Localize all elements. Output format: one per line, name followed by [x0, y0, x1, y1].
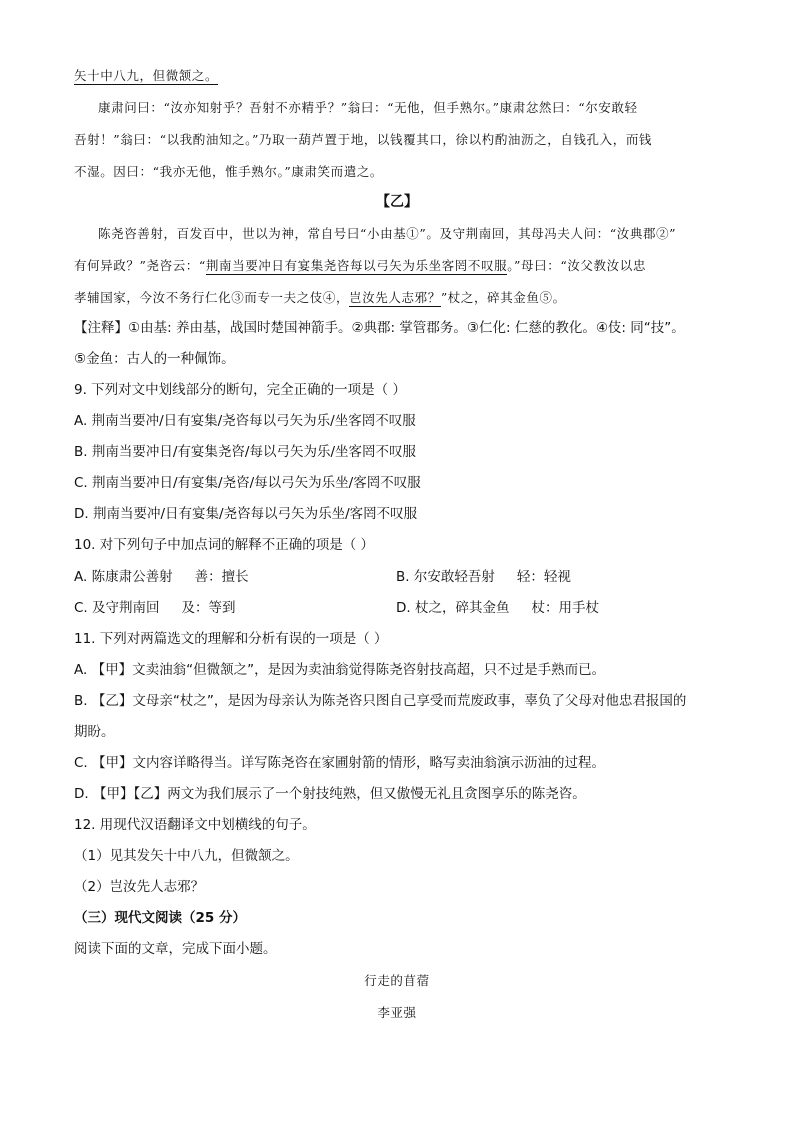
jia-line-1 [74, 66, 218, 86]
q10-d-text: D. 杖之，碎其金鱼 [396, 600, 510, 616]
q10-c-text: C. 及守荆南回 [74, 600, 160, 616]
q11-option-d: D. 【甲】【乙】两文为我们展示了一个射技纯熟，但又傲慢无礼且贪图享乐的陈尧咨。 [74, 786, 586, 802]
q9-stem: 9. 下列对文中划线部分的断句，完全正确的一项是（ ） [74, 382, 406, 398]
q11-option-c: C. 【甲】文内容详略得当。详写陈尧咨在家圃射箭的情形，略写卖油翁演示沥油的过程。 [74, 755, 606, 771]
article-author: 李亚强 [377, 1005, 417, 1020]
notes-line-1: 【注释】①由基: 养由基，战国时楚国神箭手。②典郡: 掌管郡务。③仁化: 仁慈的教化。④伎: 同“技”。 [74, 320, 685, 336]
section-3-intro: 阅读下面的文章，完成下面小题。 [74, 941, 277, 957]
q10-stem: 10. 对下列句子中加点词的解释不正确的项是（ ） [74, 537, 375, 553]
yi-line-1: 陈尧咨善射，百发百中，世以为神，常自号曰“小由基①”。及守荆南回，其母冯夫人问：“汝典郡②” [98, 226, 677, 241]
yi-line-2 [74, 256, 646, 276]
q9-option-a: A. 荆南当要冲/日有宴集/尧咨每以弓矢为乐/坐客罔不叹服 [74, 413, 416, 429]
jia-paragraph-line-1: 康肃问曰：“汝亦知射乎？吾射不亦精乎？”翁曰：“无他，但手熟尔。”康肃忿然曰：“尔安敢轻 [98, 100, 638, 115]
q11-stem: 11. 下列对两篇选文的理解和分析有误的一项是（ ） [74, 631, 388, 647]
q11-option-b-line-2: 期盼。 [74, 724, 115, 740]
q10-option-d [396, 598, 599, 618]
q10-option-c [74, 598, 236, 618]
jia-paragraph-line-2: 吾射！”翁曰：“以我酌油知之。”乃取一葫芦置于地，以钱覆其口，徐以杓酌油沥之，自钱孔入，而钱 [74, 132, 653, 147]
q10-option-b [396, 567, 571, 587]
yi-line-2-post: 。”母曰：“汝父教汝以忠 [507, 258, 646, 273]
yi-line-2-pre: 有何异政？”尧咨云：“ [74, 258, 206, 273]
jia-underlined-sentence: 矢十中八九，但微颔之。 [74, 68, 219, 83]
q12-stem: 12. 用现代汉语翻译文中划横线的句子。 [74, 817, 316, 833]
q9-option-d: D. 荆南当要冲/日有宴集/尧咨每以弓矢为乐坐/客罔不叹服 [74, 506, 418, 522]
yi-heading: 【乙】 [376, 194, 418, 210]
section-3-heading: （三）现代文阅读（25 分） [74, 910, 246, 926]
yi-underlined-question: 岂汝先人志邪？ [349, 290, 441, 305]
yi-underlined-passage: 荆南当要冲日有宴集尧咨每以弓矢为乐坐客罔不叹服 [205, 258, 508, 273]
yi-line-3-post: ”杖之，碎其金鱼⑤。 [440, 290, 566, 305]
q10-d-explanation: 杖：用手杖 [531, 600, 599, 616]
q10-c-explanation: 及：等到 [181, 600, 236, 616]
q10-b-text: B. 尔安敢轻吾射 [396, 569, 495, 585]
q12-sentence-2: （2）岂汝先人志邪？ [74, 879, 205, 895]
q9-option-b: B. 荆南当要冲日/有宴集尧咨/每以弓矢为乐/坐客罔不叹服 [74, 444, 416, 460]
q11-option-a: A. 【甲】文卖油翁“但微颔之”，是因为卖油翁觉得陈尧咨射技高超，只不过是手熟而已。 [74, 662, 606, 678]
q10-a-text: A. 陈康肃公善射 [74, 569, 173, 585]
q11-option-b-line-1: B. 【乙】文母亲“杖之”，是因为母亲认为陈尧咨只图自己享受而荒废政事，辜负了父母对他忠君报国的 [74, 693, 687, 709]
q9-option-c: C. 荆南当要冲日/有宴集/尧咨/每以弓矢为乐坐/客罔不叹服 [74, 475, 421, 491]
q10-a-explanation: 善：擅长 [194, 569, 249, 585]
notes-line-2: ⑤金鱼：古人的一种佩饰。 [74, 351, 235, 367]
jia-paragraph-line-3: 不湿。因曰：“我亦无他，惟手熟尔。”康肃笑而遣之。 [74, 164, 384, 179]
yi-line-3 [74, 288, 566, 308]
q10-b-explanation: 轻：轻视 [516, 569, 571, 585]
q12-sentence-1: （1）见其发矢十中八九，但微颔之。 [74, 848, 299, 864]
q10-option-a [74, 567, 249, 587]
yi-line-3-pre: 孝辅国家，今汝不务行仁化③而专一夫之伎④， [74, 290, 350, 305]
article-title: 行走的苜蓿 [364, 973, 430, 988]
